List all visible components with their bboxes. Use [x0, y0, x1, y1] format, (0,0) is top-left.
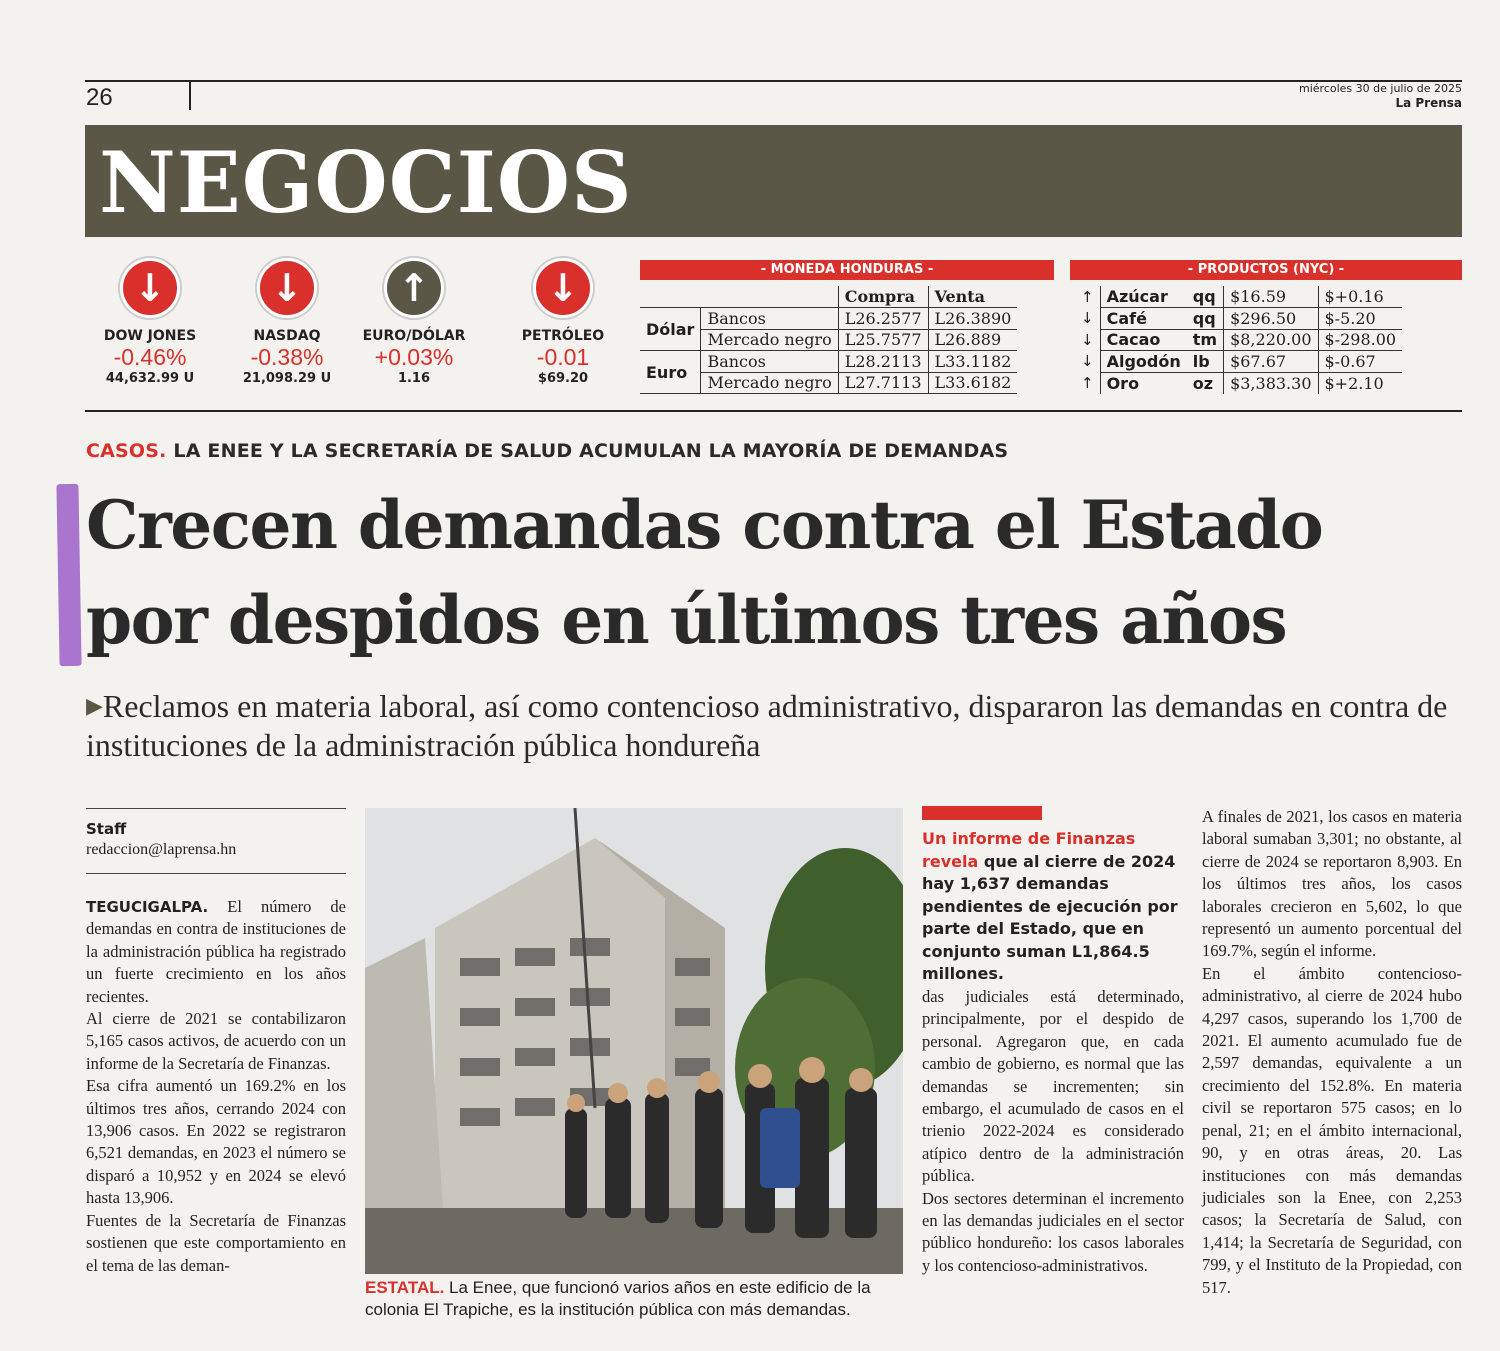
pull-quote-rule	[922, 806, 1042, 820]
deck-text: Reclamos en materia laboral, así como contencioso administrativo, dispararon las demandas en contra de instituciones de la administración pública hondureña	[86, 688, 1448, 763]
product-unit: qq	[1192, 287, 1216, 306]
trend-arrow-icon: ↓	[1081, 330, 1094, 349]
ticker-value: 1.16	[397, 371, 431, 386]
photo-caption	[365, 1277, 905, 1321]
top-rule	[85, 80, 1462, 82]
currency-label: Euro	[640, 351, 701, 394]
product-name: Algodón	[1100, 351, 1187, 373]
paragraph: Fuentes de la Secretaría de Finanzas sostienen que este comportamiento en el tema de las deman-	[86, 1210, 346, 1275]
ticker-change: -0.46%	[113, 344, 187, 370]
article-column-4	[1202, 806, 1462, 1299]
products-table	[1075, 286, 1402, 394]
headline-line: Crecen demandas contra el Estado	[86, 486, 1323, 564]
sell-rate: L33.6182	[928, 372, 1017, 394]
arrow-down-icon: ↓	[257, 258, 317, 318]
sell-rate: L26.889	[928, 329, 1017, 351]
pull-quote-text: que al cierre de 2024 hay 1,637 demandas pendientes de ejecución por parte del Estado, que en conjunto suman L1,864.5 millones.	[922, 851, 1178, 983]
headline-line: por despidos en últimos tres años	[86, 581, 1287, 659]
trend-arrow-icon: ↑	[1081, 373, 1094, 392]
paragraph: das judiciales está determinado, principalmente, por el despido de personal. Agregaron que, en cada cambio de gobierno, es normal que las demandas se incrementen; sin embargo, el acumulado de casos en el trienio 2022-2024 es considerado atípico dentro de la administración pública.	[922, 987, 1184, 1186]
ticker-name: DOW JONES	[103, 328, 197, 344]
market-label: Mercado negro	[701, 329, 838, 351]
product-change: $+0.16	[1318, 286, 1402, 308]
buy-rate: L26.2577	[838, 308, 928, 330]
buy-rate: L28.2113	[838, 351, 928, 373]
product-price: $3,383.30	[1224, 372, 1318, 394]
ticker-change: -0.01	[536, 344, 590, 370]
article-column-1	[86, 896, 346, 1277]
pull-quote	[922, 828, 1184, 986]
page-number: 26	[86, 84, 113, 111]
publication-name: La Prensa	[1395, 96, 1462, 110]
ticker-euro-dolar	[349, 258, 479, 386]
paragraph: Esa cifra aumentó un 169.2% en los últimos tres años, cerrando 2024 con 13,906 casos. En 2022 se registraron 6,521 demandas, en 2023 el número se disparó a 10,952 y en 2024 se elevó hasta 13,906.	[86, 1076, 346, 1208]
buy-rate: L27.7113	[838, 372, 928, 394]
product-name: Azúcar	[1100, 286, 1187, 308]
product-change: $-298.00	[1318, 329, 1402, 351]
arrow-down-icon: ↓	[120, 258, 180, 318]
col-sell: Venta	[928, 286, 1017, 308]
product-change: $+2.10	[1318, 372, 1402, 394]
trend-arrow-icon: ↑	[1081, 287, 1094, 306]
byline-author: Staff	[86, 820, 127, 838]
paragraph: En el ámbito contencioso-administrativo, al cierre de 2024 hubo 4,297 casos, superando los 1,700 de 2021. El aumento acumulado fue de 2,597 demandas, equivalente a un crecimiento del 152.8%. En materia civil se reportaron 575 casos; en lo penal, 21; en el ámbito internacional, 90, y en otras áreas, 20. Las instituciones con más demandas judiciales son la Enee, con 2,253 casos; la Secretaría de Salud, con 1,414; la Secretaría de Seguridad, con 799, y el Instituto de la Propiedad, con 517.	[1202, 963, 1462, 1297]
ticker-change: -0.38%	[250, 344, 324, 370]
ticker-name: PETRÓLEO	[521, 328, 605, 344]
dateline	[1299, 82, 1462, 110]
product-unit: lb	[1187, 351, 1224, 373]
paragraph: A finales de 2021, los casos en materia laboral sumaban 3,301; no obstante, al cierre de 2024 se reportaron 8,903. En los últimos tres años, los casos laborales crecieron en 5,602, lo que representó un aumento porcentual del 169.7%, según el informe.	[1202, 807, 1462, 961]
paragraph: Al cierre de 2021 se contabilizaron 5,165 casos activos, de acuerdo con un informe de la Secretaría de Finanzas.	[86, 1009, 346, 1073]
market-label: Bancos	[701, 351, 838, 373]
ticker-value: 44,632.99 U	[105, 371, 195, 386]
news-photo	[365, 808, 903, 1274]
page-number-divider	[189, 82, 191, 110]
col-buy: Compra	[838, 286, 928, 308]
product-price: $16.59	[1224, 286, 1318, 308]
ticker-petroleo	[498, 258, 628, 386]
trend-arrow-icon: ↓	[1081, 309, 1094, 328]
arrow-up-icon: ↑	[384, 258, 444, 318]
byline-rule	[86, 873, 346, 874]
dateline-lead: TEGUCIGALPA.	[86, 898, 209, 916]
currency-label: Dólar	[640, 308, 701, 351]
market-data-panel	[85, 248, 1462, 412]
byline-rule	[86, 808, 346, 809]
arrow-down-icon: ↓	[533, 258, 593, 318]
pull-quote-lead: Un informe de Finanzas revela	[922, 829, 1136, 871]
currency-table	[640, 286, 1017, 394]
kicker-label: CASOS.	[86, 440, 167, 462]
ticker-name: EURO/DÓLAR	[362, 328, 466, 344]
ticker-change: +0.03%	[374, 344, 454, 370]
headline	[86, 478, 1466, 668]
issue-date: miércoles 30 de julio de 2025	[1299, 82, 1462, 95]
paragraph-text: El número de demandas en contra de instituciones de la administración pública ha registrado un fuerte crecimiento en los años recientes.	[86, 897, 346, 1006]
product-name: Cacao	[1100, 329, 1187, 351]
paragraph: Dos sectores determinan el incremento en las demandas judiciales en el sector público hondureño: los casos laborales y los contencioso-administrativos.	[922, 1188, 1184, 1275]
product-price: $8,220.00	[1224, 329, 1318, 351]
caption-text: La Enee, que funcionó varios años en este edificio de la colonia El Trapiche, es la institución pública con más demandas.	[365, 1278, 871, 1319]
trend-arrow-icon: ↓	[1081, 352, 1094, 371]
triangle-bullet-icon: ▶	[86, 693, 103, 718]
section-title: NEGOCIOS	[99, 133, 633, 232]
ticker-value: 21,098.29 U	[242, 371, 332, 386]
currency-title: - MONEDA HONDURAS -	[640, 260, 1054, 280]
ticker-nasdaq	[222, 258, 352, 386]
byline-email: redaccion@laprensa.hn	[86, 841, 237, 858]
photo-illustration	[365, 808, 903, 1274]
highlighter-mark	[56, 484, 81, 666]
product-price: $67.67	[1224, 351, 1318, 373]
deck	[86, 686, 1466, 765]
product-change: $-0.67	[1318, 351, 1402, 373]
kicker-text: LA ENEE Y LA SECRETARÍA DE SALUD ACUMULAN LA MAYORÍA DE DEMANDAS	[166, 440, 1009, 462]
paragraph	[86, 896, 346, 1008]
sell-rate: L26.3890	[928, 308, 1017, 330]
product-name: Oro	[1100, 372, 1187, 394]
product-price: $296.50	[1224, 308, 1318, 330]
market-label: Bancos	[701, 308, 838, 330]
kicker	[86, 440, 1008, 462]
products-title: - PRODUCTOS (NYC) -	[1070, 260, 1462, 280]
product-unit: oz	[1187, 372, 1224, 394]
product-change: $-5.20	[1318, 308, 1402, 330]
ticker-value: $69.20	[537, 371, 589, 386]
product-unit: qq	[1187, 308, 1224, 330]
product-unit: tm	[1187, 329, 1224, 351]
section-band	[85, 125, 1462, 237]
product-name: Café	[1100, 308, 1187, 330]
sell-rate: L33.1182	[928, 351, 1017, 373]
market-label: Mercado negro	[701, 372, 838, 394]
ticker-name: NASDAQ	[253, 328, 321, 344]
ticker-dow-jones	[85, 258, 215, 386]
caption-label: ESTATAL.	[365, 1278, 445, 1297]
article-column-3	[922, 986, 1184, 1277]
buy-rate: L25.7577	[838, 329, 928, 351]
